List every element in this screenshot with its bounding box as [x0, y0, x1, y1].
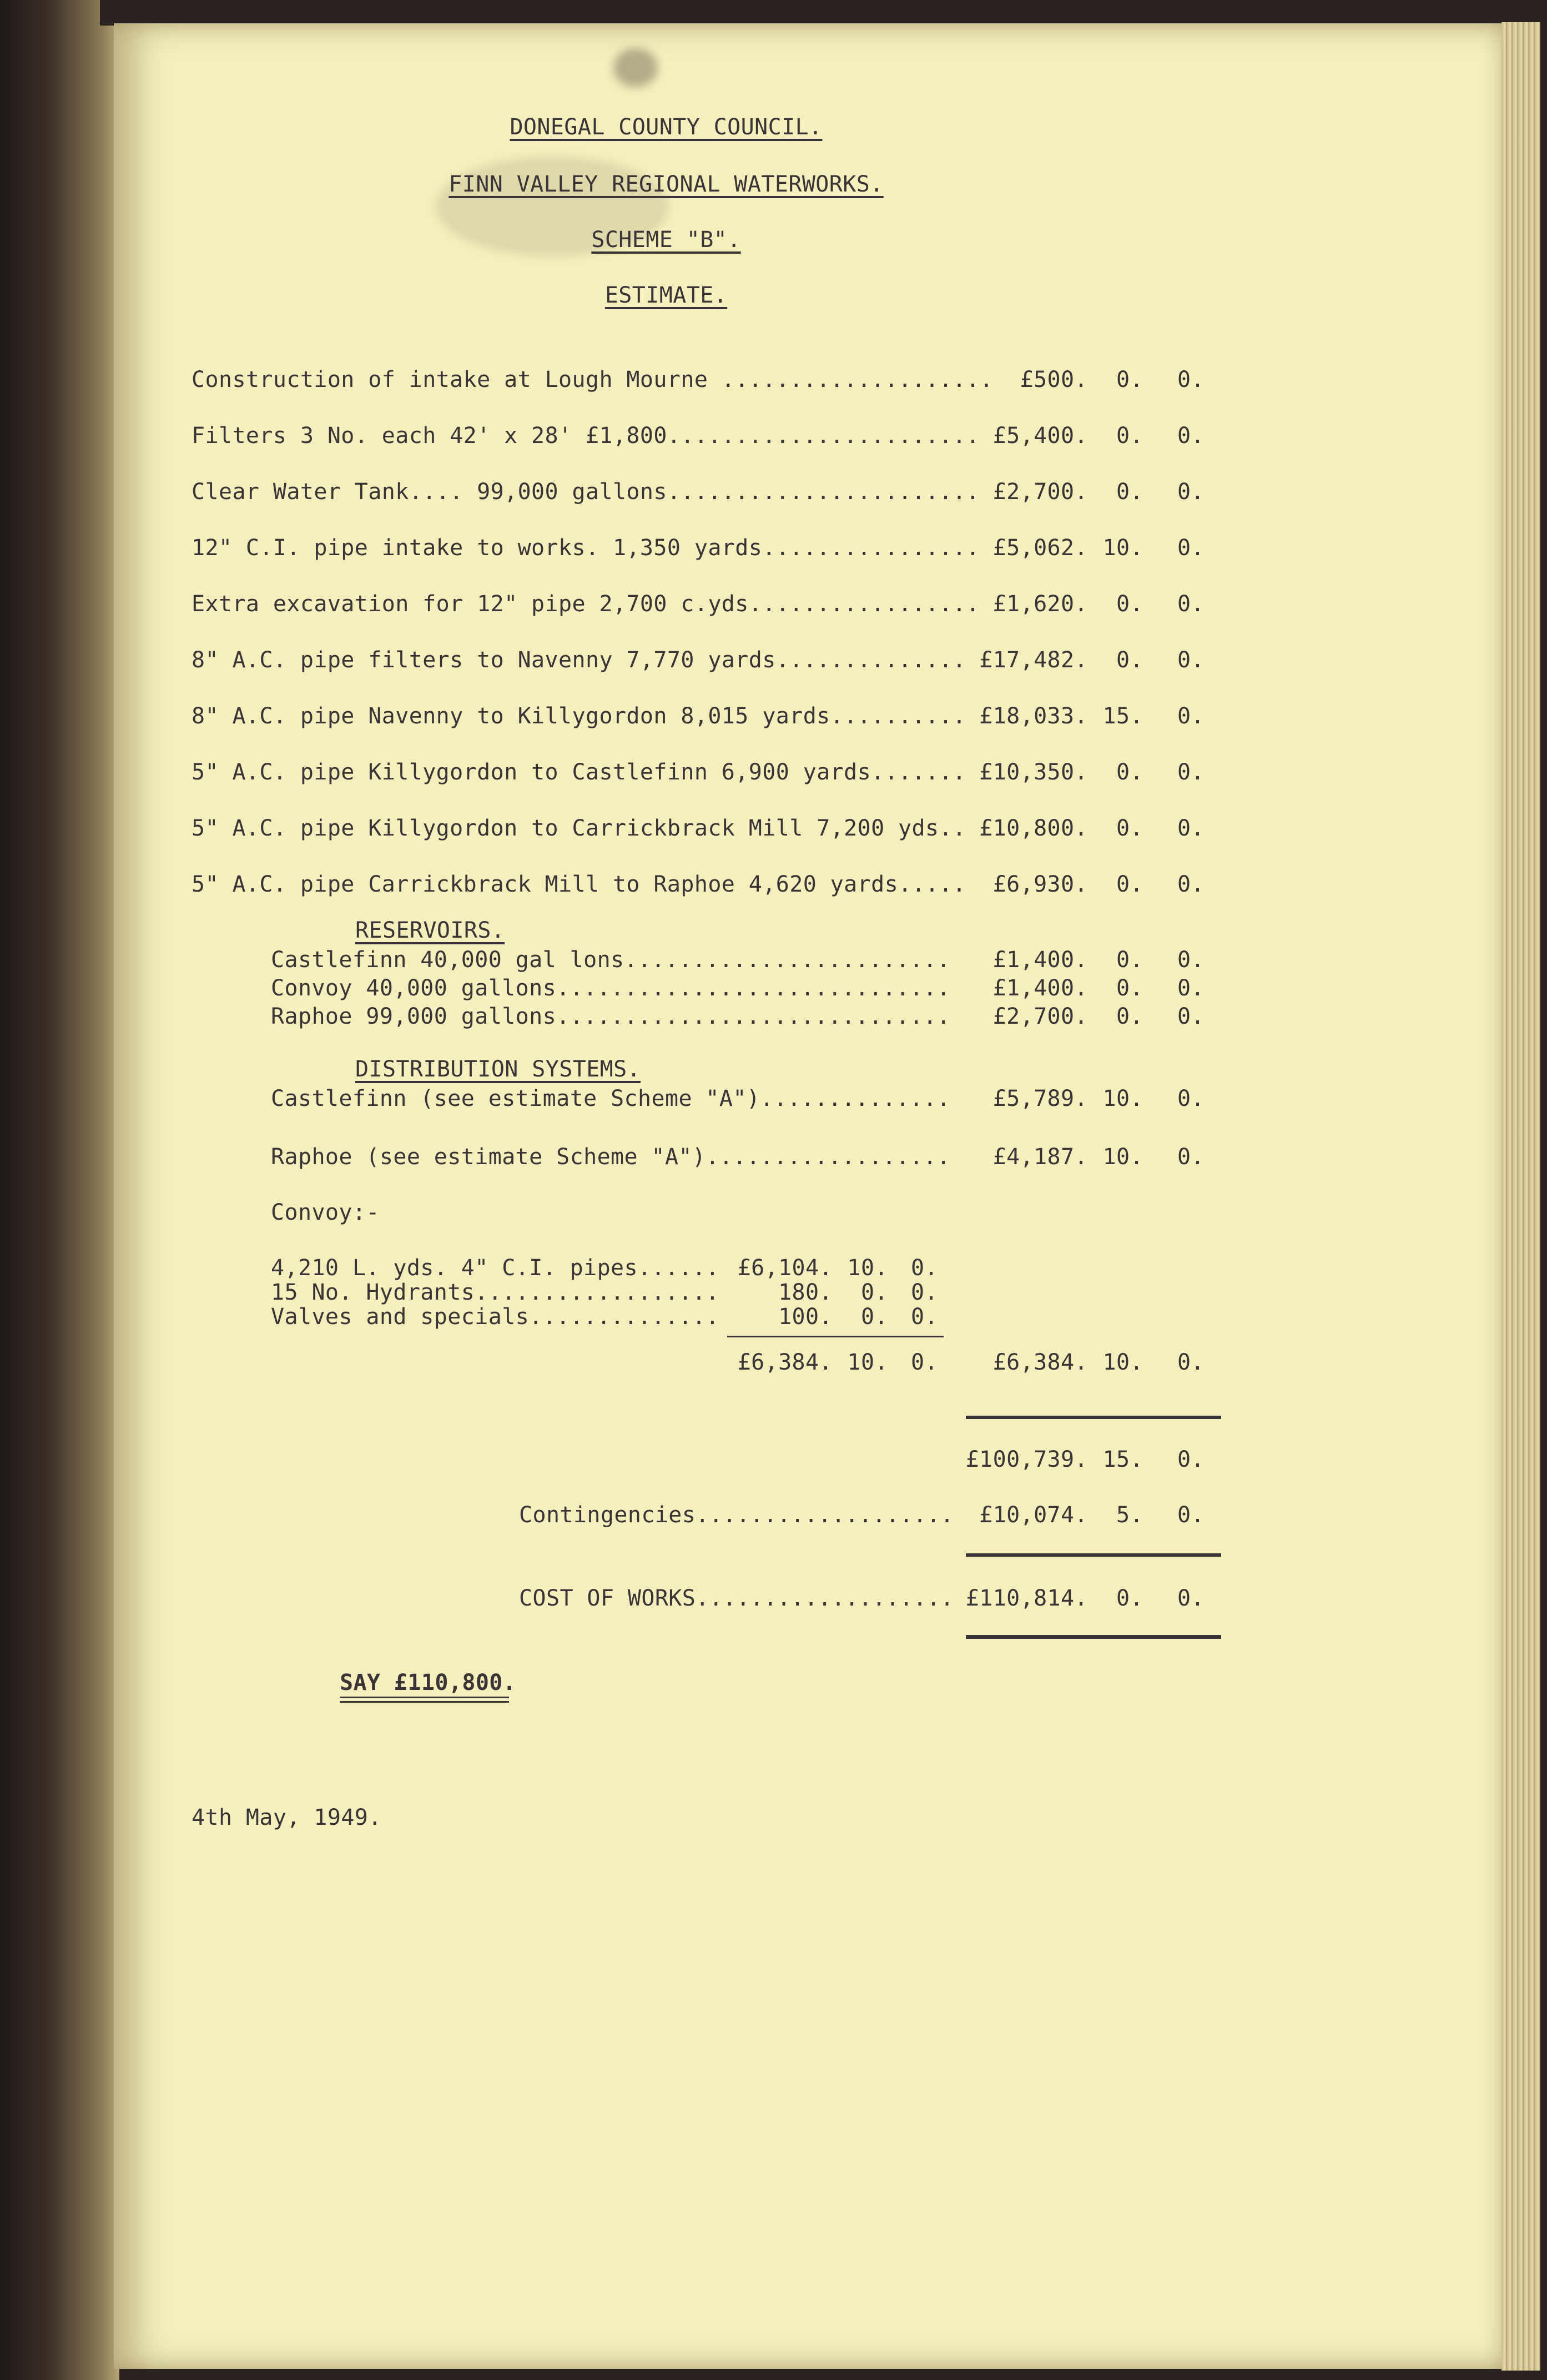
item-pence: 0. — [911, 1304, 938, 1330]
say-underline-1 — [340, 1697, 509, 1698]
say-underline-2 — [340, 1701, 509, 1703]
item-description: Filters 3 No. each 42' x 28' £1,800....................... — [192, 423, 980, 449]
item-pence: 0. — [1177, 535, 1205, 561]
distribution-heading: DISTRIBUTION SYSTEMS. — [355, 1056, 641, 1082]
convoy-subtotal-pounds: £6,384. — [737, 1350, 833, 1375]
item-pence: 0. — [911, 1280, 938, 1305]
scheme-title: SCHEME "B". — [591, 227, 741, 253]
item-pounds: £10,350. — [979, 759, 1088, 785]
convoy-total-shillings: 10. — [1102, 1350, 1143, 1375]
item-description: 8" A.C. pipe Navenny to Killygordon 8,015 yards.......... — [192, 703, 966, 729]
item-shillings: 10. — [1102, 1144, 1143, 1170]
item-description: 5" A.C. pipe Killygordon to Castlefinn 6,900 yards....... — [192, 759, 966, 785]
item-pence: 0. — [1177, 872, 1205, 897]
subtotal-pounds: £100,739. — [965, 1447, 1088, 1472]
item-pounds: £18,033. — [979, 703, 1088, 729]
item-pounds: £500. — [1020, 367, 1088, 393]
council-title: DONEGAL COUNTY COUNCIL. — [510, 114, 823, 140]
item-pence: 0. — [1177, 423, 1205, 449]
item-pounds: £2,700. — [992, 1004, 1088, 1029]
item-pence: 0. — [1177, 975, 1205, 1001]
item-description: 5" A.C. pipe Killygordon to Carrickbrack Mill 7,200 yds.. — [192, 816, 966, 841]
item-pence: 0. — [1177, 816, 1205, 841]
subtotal-pence: 0. — [1177, 1447, 1205, 1472]
item-shillings: 0. — [1116, 1004, 1143, 1029]
convoy-total-pounds: £6,384. — [992, 1350, 1088, 1375]
say-amount: SAY £110,800. — [340, 1670, 517, 1695]
item-shillings: 0. — [1116, 423, 1143, 449]
item-description: Valves and specials.............. — [271, 1304, 719, 1330]
item-pence: 0. — [1177, 479, 1205, 505]
item-description: Construction of intake at Lough Mourne .................... — [192, 367, 994, 393]
item-shillings: 0. — [1116, 647, 1143, 673]
item-pence: 0. — [1177, 703, 1205, 729]
convoy-total-pence: 0. — [1177, 1350, 1205, 1375]
top-edge — [100, 0, 1547, 26]
item-pence: 0. — [1177, 759, 1205, 785]
item-pounds: 180. — [778, 1280, 833, 1305]
page-edges-right — [1501, 22, 1540, 2371]
item-description: 12" C.I. pipe intake to works. 1,350 yards................ — [192, 535, 980, 561]
item-pounds: £1,620. — [992, 591, 1088, 617]
convoy-subtotal-shillings: 10. — [847, 1350, 888, 1375]
item-shillings: 0. — [1116, 591, 1143, 617]
document-date: 4th May, 1949. — [192, 1805, 382, 1830]
cost-of-works-label: COST OF WORKS................... — [519, 1586, 954, 1611]
total-rule-1 — [966, 1416, 1221, 1419]
cost-pence: 0. — [1177, 1586, 1205, 1611]
item-shillings: 0. — [861, 1280, 888, 1305]
item-pounds: £17,482. — [979, 647, 1088, 673]
item-description: 5" A.C. pipe Carrickbrack Mill to Raphoe 4,620 yards..... — [192, 872, 966, 897]
item-shillings: 0. — [1116, 872, 1143, 897]
item-pounds: £5,400. — [992, 423, 1088, 449]
cost-pounds: £110,814. — [965, 1586, 1088, 1611]
total-rule-2 — [966, 1553, 1221, 1557]
item-pounds: £1,400. — [992, 947, 1088, 973]
item-pence: 0. — [1177, 947, 1205, 973]
item-description: 4,210 L. yds. 4" C.I. pipes...... — [271, 1255, 719, 1281]
contingencies-pence: 0. — [1177, 1502, 1205, 1528]
item-pence: 0. — [1177, 367, 1205, 393]
convoy-label: Convoy:- — [271, 1200, 380, 1225]
item-pence: 0. — [1177, 1086, 1205, 1111]
item-shillings: 10. — [1102, 1086, 1143, 1111]
project-title: FINN VALLEY REGIONAL WATERWORKS. — [449, 172, 884, 197]
item-shillings: 0. — [1116, 367, 1143, 393]
book-spine-left — [0, 0, 119, 2380]
item-description: 15 No. Hydrants.................. — [271, 1280, 719, 1305]
item-description: Clear Water Tank.... 99,000 gallons....................... — [192, 479, 980, 505]
item-pounds: £5,789. — [992, 1086, 1088, 1111]
item-description: Extra excavation for 12" pipe 2,700 c.yds................. — [192, 591, 980, 617]
item-shillings: 0. — [1116, 975, 1143, 1001]
item-shillings: 0. — [1116, 947, 1143, 973]
item-shillings: 0. — [1116, 759, 1143, 785]
item-pounds: £2,700. — [992, 479, 1088, 505]
item-pounds: £1,400. — [992, 975, 1088, 1001]
item-shillings: 0. — [861, 1304, 888, 1330]
item-pounds: £10,800. — [979, 816, 1088, 841]
item-shillings: 0. — [1116, 816, 1143, 841]
item-pence: 0. — [911, 1255, 938, 1281]
item-shillings: 10. — [1102, 535, 1143, 561]
total-rule-3 — [966, 1635, 1221, 1639]
item-description: Raphoe 99,000 gallons............................. — [271, 1004, 951, 1029]
item-pence: 0. — [1177, 1004, 1205, 1029]
convoy-underline — [727, 1336, 944, 1337]
item-shillings: 10. — [847, 1255, 888, 1281]
item-description: Castlefinn 40,000 gal lons........................ — [271, 947, 951, 973]
item-pence: 0. — [1177, 647, 1205, 673]
item-pounds: £6,104. — [737, 1255, 833, 1281]
item-description: 8" A.C. pipe filters to Navenny 7,770 yards.............. — [192, 647, 966, 673]
convoy-subtotal-pence: 0. — [911, 1350, 938, 1375]
contingencies-pounds: £10,074. — [979, 1502, 1088, 1528]
item-description: Convoy 40,000 gallons............................. — [271, 975, 951, 1001]
subtotal-shillings: 15. — [1102, 1447, 1143, 1472]
item-pence: 0. — [1177, 591, 1205, 617]
item-pence: 0. — [1177, 1144, 1205, 1170]
item-pounds: £4,187. — [992, 1144, 1088, 1170]
ink-blot — [613, 48, 658, 87]
reservoirs-heading: RESERVOIRS. — [355, 918, 505, 943]
item-description: Castlefinn (see estimate Scheme "A").............. — [271, 1086, 951, 1111]
item-shillings: 0. — [1116, 479, 1143, 505]
item-pounds: £6,930. — [992, 872, 1088, 897]
estimate-title: ESTIMATE. — [604, 283, 728, 308]
contingencies-label: Contingencies................... — [519, 1502, 954, 1528]
item-pounds: £5,062. — [992, 535, 1088, 561]
item-description: Raphoe (see estimate Scheme "A").................. — [271, 1144, 951, 1170]
contingencies-shillings: 5. — [1116, 1502, 1143, 1528]
item-pounds: 100. — [778, 1304, 833, 1330]
cost-shillings: 0. — [1116, 1586, 1143, 1611]
item-shillings: 15. — [1102, 703, 1143, 729]
